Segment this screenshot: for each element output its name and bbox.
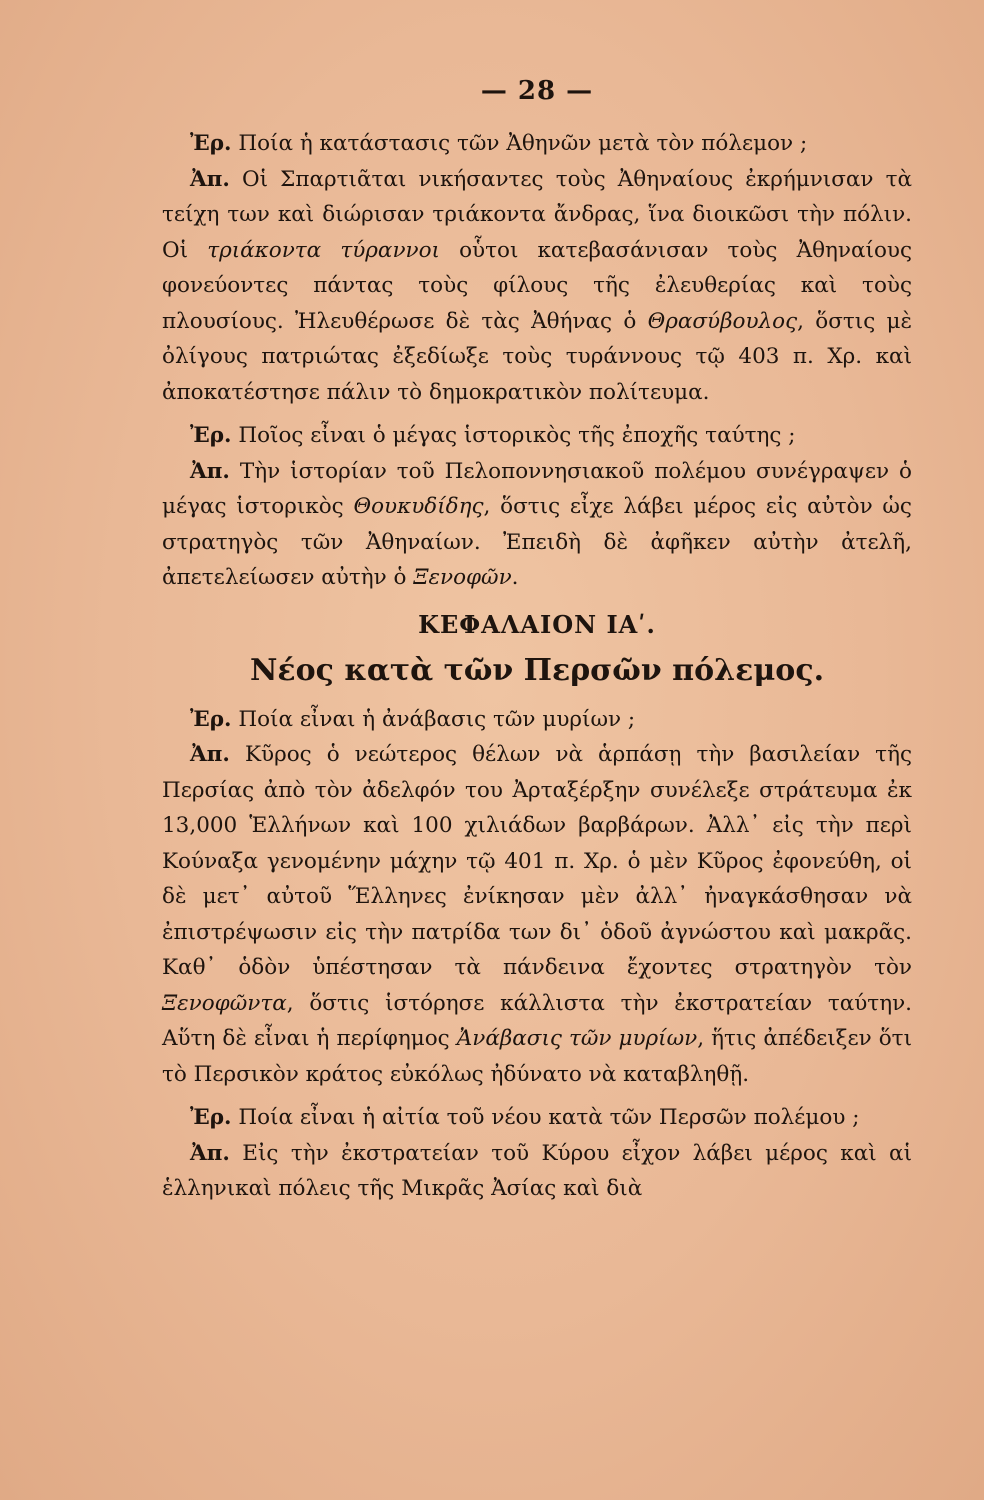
question-paragraph (162, 418, 912, 454)
answer-text: οὗτοι κατεβασάνισαν τοὺς Ἀθηναίους φονεύοντες πάντας τοὺς φίλους τῆς ἐλευθερίας καὶ τοὺς πλουσίους. Ἠλευθέρωσε δὲ τὰς Ἀθήνας ὁ (162, 237, 913, 334)
answer-text: Τὴν ἱστορίαν τοῦ Πελοποννησιακοῦ πολέμου συνέγραψεν ὁ μέγας ἱστορικὸς (162, 458, 912, 519)
answer-text: Κῦρος ὁ νεώτερος θέλων νὰ ἁρπάσῃ τὴν βασιλείαν τῆς Περσίας ἀπὸ τὸν ἀδελφόν του Ἀρταξέρξην συνέλεξε στράτευμα ἐκ 13,000 Ἑλλήνων καὶ 100 χιλιάδων βαρβάρων. Ἀλλ᾽ εἰς τὴν περὶ Κούναξα γενομένην μάχην τῷ 401 π. Χρ. ὁ μὲν Κῦρος ἐφονεύθη, οἱ δὲ μετ᾽ αὐτοῦ Ἕλληνες ἐνίκησαν μὲν ἀλλ᾽ ἠναγκάσθησαν νὰ ἐπιστρέψωσιν εἰς τὴν πατρίδα των δι᾽ ὁδοῦ ἀγνώστου καὶ μακρᾶς. Καθ᾽ ὁδὸν ὑπέστησαν τὰ πάνδεινα ἔχοντες στρατηγὸν τὸν (162, 742, 912, 980)
answer-label: Ἀπ. (190, 458, 230, 484)
question-text: Ποῖος εἶναι ὁ μέγας ἱστορικὸς τῆς ἐποχῆς ταύτης ; (238, 423, 796, 448)
question-label: Ἐρ. (190, 423, 232, 448)
answer-text: , ὅστις ἱστόρησε κάλλιστα τὴν ἐκστρατείαν ταύτην. Αὕτη δὲ εἶναι ἡ περίφημος (162, 990, 912, 1051)
question-text: Ποία εἶναι ἡ ἀνάβασις τῶν μυρίων ; (238, 706, 636, 732)
spacer (162, 1092, 912, 1100)
answer-text: , ὅστις μὲ ὀλίγους πατριώτας ἐξεδίωξε τοὺς τυράννους τῷ 403 π. Χρ. καὶ ἀποκατέστησε πάλιν τὸ δημοκρατικὸν πολίτευμα. (162, 308, 913, 405)
section-title: Νέος κατὰ τῶν Περσῶν πόλεμος. (249, 652, 825, 688)
spacer (162, 410, 912, 418)
italic-term: Θουκυδίδης (353, 494, 484, 519)
question-paragraph (162, 702, 912, 738)
question-text: Ποία ἡ κατάστασις τῶν Ἀθηνῶν μετὰ τὸν πόλεμον ; (238, 131, 808, 156)
italic-term: τριάκοντα τύραννοι (207, 237, 440, 263)
answer-paragraph (162, 1136, 912, 1207)
answer-label: Ἀπ. (190, 1140, 230, 1166)
question-label: Ἐρ. (190, 706, 232, 732)
page-content (162, 76, 912, 1207)
question-label: Ἐρ. (190, 131, 232, 156)
answer-paragraph (162, 162, 912, 411)
question-paragraph (162, 1100, 912, 1136)
answer-paragraph (162, 454, 912, 596)
question-paragraph (162, 126, 912, 162)
answer-text: , ὅστις εἶχε λάβει μέρος εἰς αὐτὸν ὡς στρατηγὸς τῶν Ἀθηναίων. Ἐπειδὴ δὲ ἀφῆκεν αὐτὴν ἀτελῆ, ἀπετελείωσεν αὐτὴν ὁ (162, 494, 912, 590)
italic-term: Ἀνάβασις τῶν μυρίων (456, 1026, 698, 1051)
answer-label: Ἀπ. (190, 742, 230, 767)
italic-term: Θρασύβουλος (647, 308, 798, 334)
chapter-heading: ΚΕΦΑΛΑΙΟΝ ΙΑʹ. (418, 609, 656, 639)
italic-term: Ξενοφῶντα (162, 990, 287, 1016)
italic-term: Ξενοφῶν (413, 565, 512, 590)
answer-text: Οἱ Σπαρτιᾶται νικήσαντες τοὺς Ἀθηναίους ἐκρήμνισαν τὰ τείχη των καὶ διώρισαν τριάκοντα ἄνδρας, ἵνα διοικῶσι τὴν πόλιν. Οἱ (162, 166, 913, 263)
answer-text: Εἰς τὴν ἐκστρατείαν τοῦ Κύρου εἶχον λάβει μέρος καὶ αἱ ἑλληνικαὶ πόλεις τῆς Μικρᾶς Ἀσίας καὶ διὰ (162, 1140, 912, 1201)
answer-label: Ἀπ. (190, 166, 230, 192)
question-label: Ἐρ. (190, 1105, 232, 1130)
page-number: — 28 — (480, 76, 594, 106)
answer-paragraph (162, 737, 912, 1092)
answer-text: , ἥτις ἀπέδειξεν ὅτι τὸ Περσικὸν κράτος εὐκόλως ἠδύνατο νὰ καταβληθῇ. (162, 1026, 912, 1087)
answer-text: . (511, 565, 519, 590)
question-text: Ποία εἶναι ἡ αἰτία τοῦ νέου κατὰ τῶν Περσῶν πολέμου ; (238, 1105, 860, 1130)
